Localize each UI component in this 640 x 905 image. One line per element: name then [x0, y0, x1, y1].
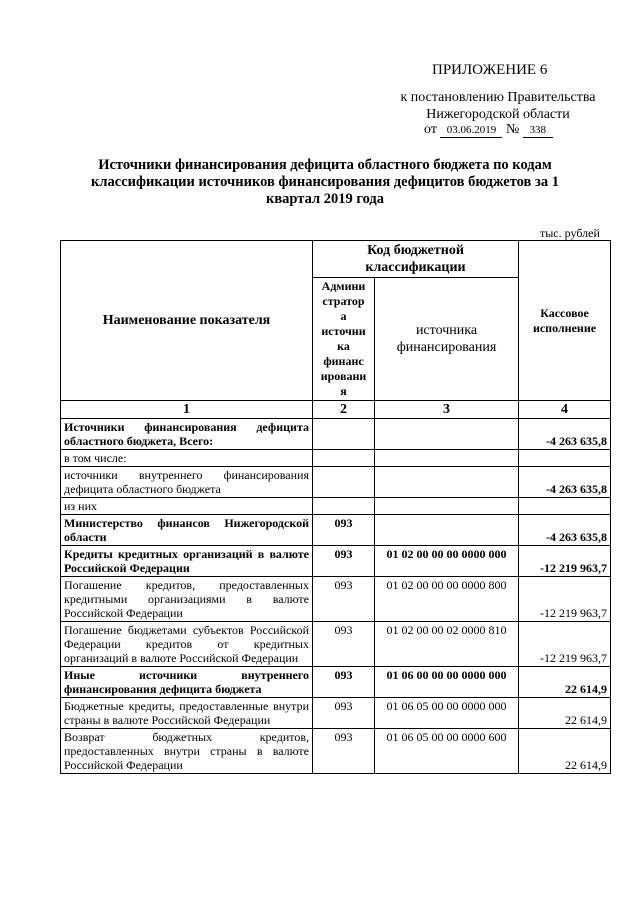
table-row	[61, 498, 611, 515]
cell-source-code	[375, 450, 519, 467]
cell-cash-execution	[519, 498, 611, 515]
appendix-label: ПРИЛОЖЕНИЕ 6	[432, 62, 548, 78]
cell-indicator-name: Возврат бюджетных кредитов, предоставленных внутри страны в валюте Российской Федерации	[61, 729, 313, 774]
cell-administrator: 093	[313, 729, 375, 774]
cell-administrator	[313, 419, 375, 450]
cell-cash-execution: 22 614,9	[519, 667, 611, 698]
cell-source-code: 01 06 00 00 00 0000 000	[375, 667, 519, 698]
cell-administrator: 093	[313, 577, 375, 622]
cell-indicator-name: Погашение бюджетами субъектов Российской Федерации кредитов от кредитных организаций в валюте Российской Федерации	[61, 622, 313, 667]
cell-administrator: 093	[313, 515, 375, 546]
cell-cash-execution: -4 263 635,8	[519, 515, 611, 546]
cell-indicator-name: из них	[61, 498, 313, 515]
decree-date: 03.06.2019	[440, 123, 502, 138]
date-prefix: от	[424, 122, 437, 137]
header-cash-execution: Кассовое исполнение	[519, 241, 611, 401]
table-row	[61, 729, 611, 774]
col-number: 1	[61, 401, 313, 419]
table-row	[61, 698, 611, 729]
decree-reference: к постановлению Правительства Нижегородской области	[400, 90, 596, 122]
header-code-group: Код бюджетной классификации	[313, 241, 519, 278]
cell-source-code	[375, 467, 519, 498]
document-title: Источники финансирования дефицита областного бюджета по кодам классификации источников финансирования дефицитов бюджетов за 1 квартал 2019 года	[91, 157, 559, 207]
cell-source-code: 01 02 00 00 02 0000 810	[375, 622, 519, 667]
cell-cash-execution: -12 219 963,7	[519, 546, 611, 577]
cell-administrator	[313, 467, 375, 498]
header-administrator: Админи стратор а источни ка финанс ировани я	[313, 278, 375, 401]
col-number: 3	[375, 401, 519, 419]
table-row	[61, 450, 611, 467]
table-row	[61, 515, 611, 546]
cell-administrator	[313, 450, 375, 467]
col-number: 4	[519, 401, 611, 419]
col-number: 2	[313, 401, 375, 419]
cell-administrator: 093	[313, 698, 375, 729]
cell-cash-execution: -4 263 635,8	[519, 467, 611, 498]
cell-administrator: 093	[313, 546, 375, 577]
table-row	[61, 622, 611, 667]
units-label: тыс. рублей	[540, 226, 600, 240]
cell-cash-execution: -12 219 963,7	[519, 577, 611, 622]
cell-indicator-name: Кредиты кредитных организаций в валюте Российской Федерации	[61, 546, 313, 577]
cell-cash-execution	[519, 450, 611, 467]
cell-cash-execution: -4 263 635,8	[519, 419, 611, 450]
cell-cash-execution: 22 614,9	[519, 698, 611, 729]
cell-cash-execution: -12 219 963,7	[519, 622, 611, 667]
cell-indicator-name: Бюджетные кредиты, предоставленные внутри страны в валюте Российской Федерации	[61, 698, 313, 729]
cell-administrator: 093	[313, 622, 375, 667]
cell-source-code: 01 02 00 00 00 0000 800	[375, 577, 519, 622]
cell-source-code: 01 02 00 00 00 0000 000	[375, 546, 519, 577]
table-row	[61, 419, 611, 450]
decree-number: 338	[523, 123, 553, 138]
cell-indicator-name: в том числе:	[61, 450, 313, 467]
cell-source-code: 01 06 05 00 00 0000 000	[375, 698, 519, 729]
table-row	[61, 546, 611, 577]
header-indicator-name: Наименование показателя	[61, 241, 313, 401]
financing-sources-table	[60, 240, 611, 774]
number-sign: №	[505, 122, 520, 137]
header-source-code: источника финансирования	[375, 278, 519, 401]
cell-indicator-name: Министерство финансов Нижегородской области	[61, 515, 313, 546]
cell-indicator-name: источники внутреннего финансирования дефицита областного бюджета	[61, 467, 313, 498]
cell-indicator-name: Погашение кредитов, предоставленных кредитными организациями в валюте Российской Федерации	[61, 577, 313, 622]
decree-date-line	[424, 122, 553, 138]
cell-indicator-name: Иные источники внутреннего финансирования дефицита бюджета	[61, 667, 313, 698]
cell-source-code	[375, 419, 519, 450]
cell-source-code: 01 06 05 00 00 0000 600	[375, 729, 519, 774]
cell-indicator-name: Источники финансирования дефицита областного бюджета, Всего:	[61, 419, 313, 450]
table-row	[61, 467, 611, 498]
cell-source-code	[375, 498, 519, 515]
cell-source-code	[375, 515, 519, 546]
cell-administrator: 093	[313, 667, 375, 698]
cell-cash-execution: 22 614,9	[519, 729, 611, 774]
table-row	[61, 667, 611, 698]
table-row	[61, 577, 611, 622]
cell-administrator	[313, 498, 375, 515]
